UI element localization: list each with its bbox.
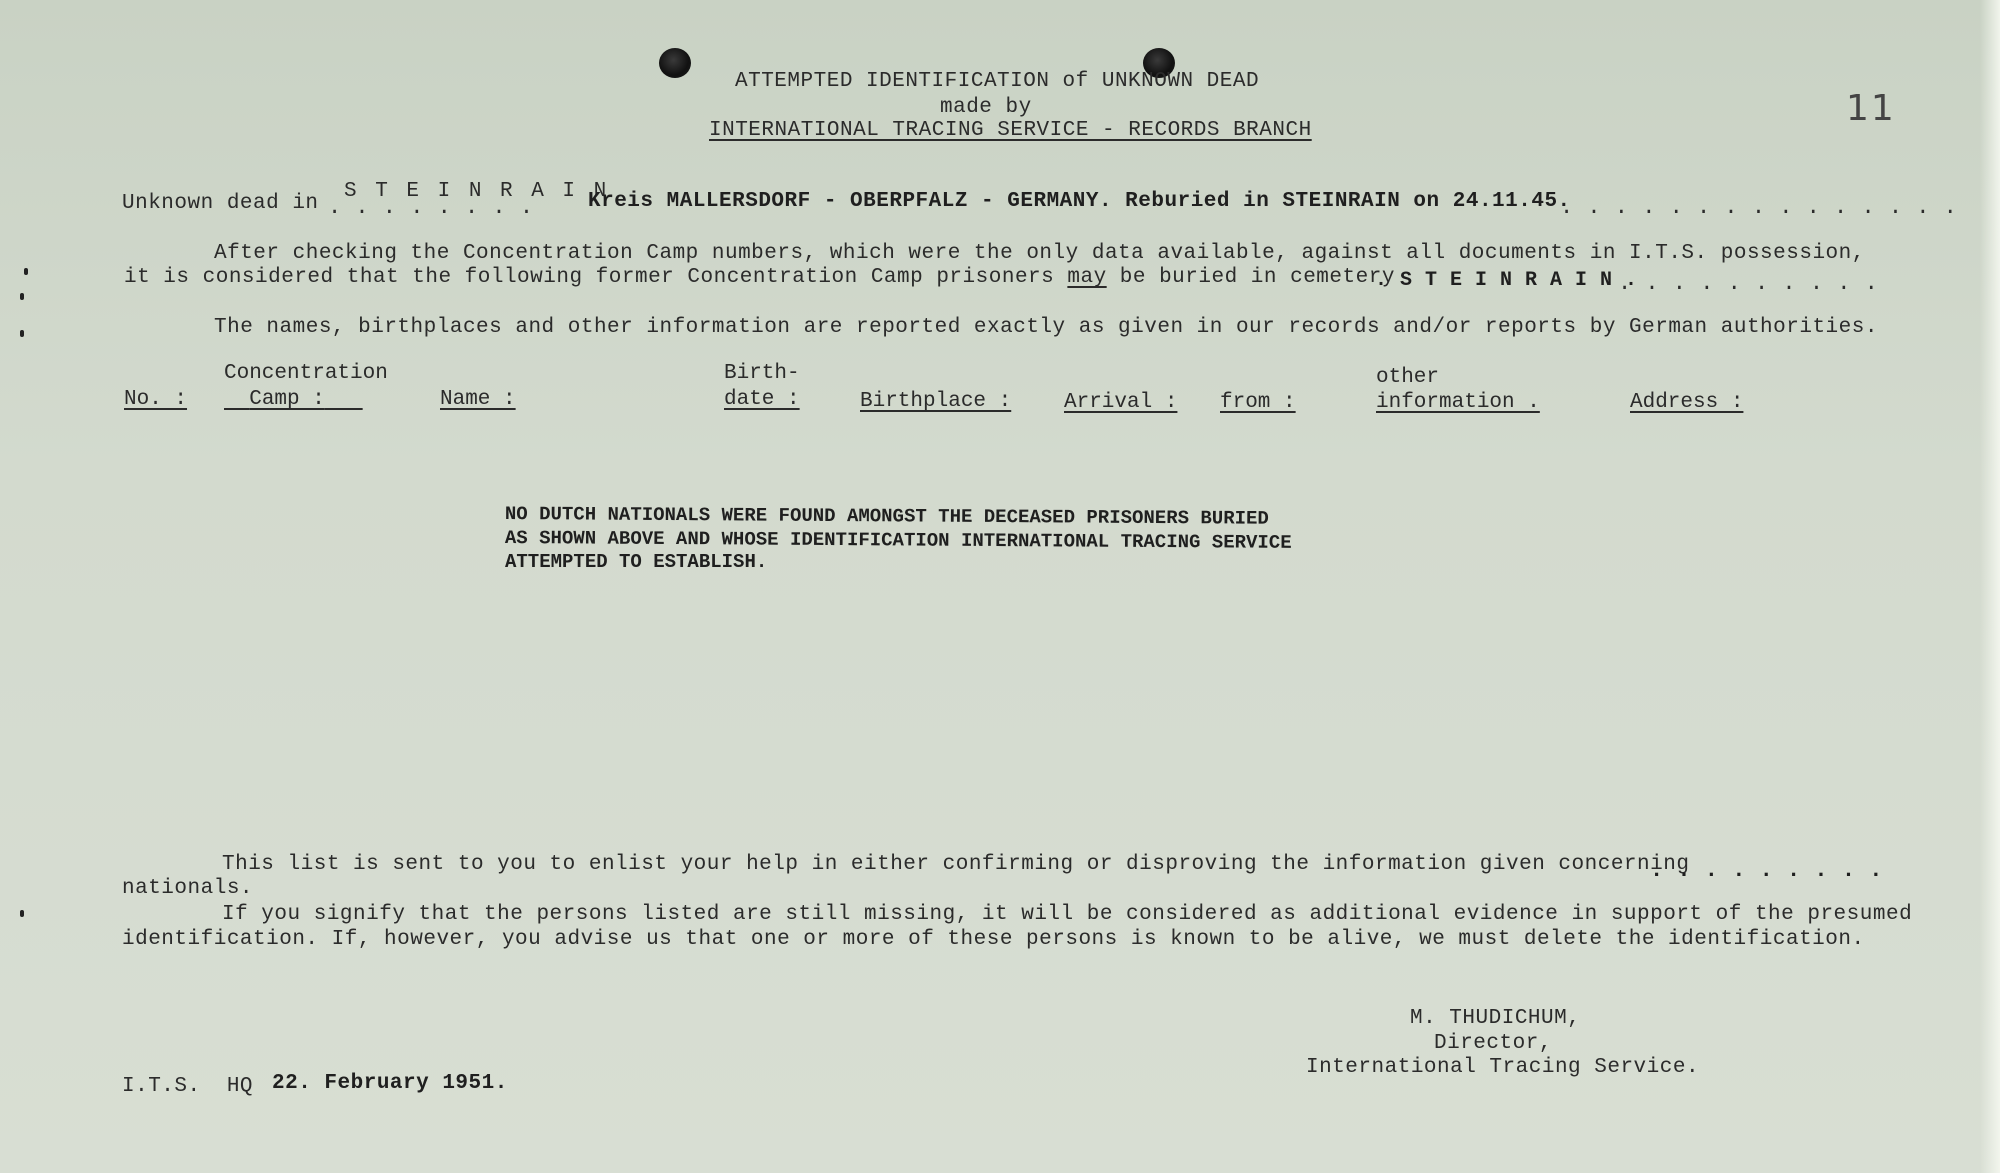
col-birthdate-top: Birth- xyxy=(724,362,800,385)
footer-place: I.T.S. HQ xyxy=(122,1075,254,1098)
place-name: S T E I N R A I N xyxy=(344,180,610,203)
col-arrival: Arrival : xyxy=(1064,391,1178,414)
location-dots: . . . . . . . . . . . . . . . xyxy=(1560,195,1958,220)
location-dots-lead: . . . . . . . . xyxy=(328,195,534,220)
intro-line-3: The names, birthplaces and other information are reported exactly as given in our records and/or reports by German authorities. xyxy=(214,316,1878,339)
closing-p1-line-2: nationals. xyxy=(122,877,254,900)
col-camp-label: Camp : xyxy=(249,388,325,411)
unknown-dead-label: Unknown dead in xyxy=(122,192,319,215)
margin-mark xyxy=(20,910,24,917)
location-details: Kreis MALLERSDORF - OBERPFALZ - GERMANY. Reburied in STEINRAIN on 24.11.45. xyxy=(588,190,1571,213)
made-by-label: made by xyxy=(940,96,1032,119)
signatory-name: M. THUDICHUM, xyxy=(1410,1007,1581,1030)
closing-p2-line-1: If you signify that the persons listed are still missing, it will be considered as additional evidence in support of the presumed xyxy=(222,903,1913,926)
col-from: from : xyxy=(1220,391,1296,414)
intro-line-2-start: it is considered that the following former Concentration Camp prisoners xyxy=(124,266,1068,289)
col-birthplace: Birthplace : xyxy=(860,390,1012,413)
closing-p1-line-1: This list is sent to you to enlist your help in either confirming or disproving the information given concerning xyxy=(222,853,1690,876)
col-other-top: other xyxy=(1376,366,1440,389)
notice-line-2: AS SHOWN ABOVE AND WHOSE IDENTIFICATION INTERNATIONAL TRACING SERVICE xyxy=(504,527,1292,554)
signatory-org: International Tracing Service. xyxy=(1306,1056,1700,1079)
margin-mark xyxy=(20,330,24,337)
margin-mark xyxy=(24,268,28,275)
cemetery-dots: . . . . . . . . . . xyxy=(1618,271,1879,296)
intro-line-2 xyxy=(124,266,1395,289)
notice-line-1: NO DUTCH NATIONALS WERE FOUND AMONGST THE DECEASED PRISONERS BURIED xyxy=(504,503,1269,530)
col-other: information . xyxy=(1376,391,1540,414)
col-no: No. : xyxy=(124,388,188,411)
closing-p1-dots: . . . . . . . . . xyxy=(1650,858,1883,883)
closing-p2-line-2: identification. If, however, you advise us that one or more of these persons is known to be alive, we must delete the identification. xyxy=(122,928,1865,951)
document-title: ATTEMPTED IDENTIFICATION of UNKNOWN DEAD xyxy=(735,70,1260,93)
col-name: Name : xyxy=(440,388,516,411)
col-address: Address : xyxy=(1630,391,1744,414)
col-birthdate: date : xyxy=(724,388,800,411)
footer-date: 22. February 1951. xyxy=(272,1072,508,1095)
col-camp-top: Concentration xyxy=(224,362,388,385)
margin-mark xyxy=(20,293,24,300)
page-number: 11 xyxy=(1846,88,1896,129)
signatory-title: Director, xyxy=(1434,1032,1552,1055)
punch-hole-left xyxy=(659,48,691,78)
intro-may: may xyxy=(1067,266,1107,289)
col-camp xyxy=(224,388,363,411)
organization-heading: INTERNATIONAL TRACING SERVICE - RECORDS BRANCH xyxy=(709,119,1312,142)
intro-line-2-end: be buried in cemetery xyxy=(1106,266,1395,289)
intro-line-1: After checking the Concentration Camp numbers, which were the only data available, against all documents in I.T.S. possession, xyxy=(214,242,1865,265)
notice-line-3: ATTEMPTED TO ESTABLISH. xyxy=(505,551,768,573)
cemetery-name: . S T E I N R A I N . xyxy=(1375,269,1638,292)
